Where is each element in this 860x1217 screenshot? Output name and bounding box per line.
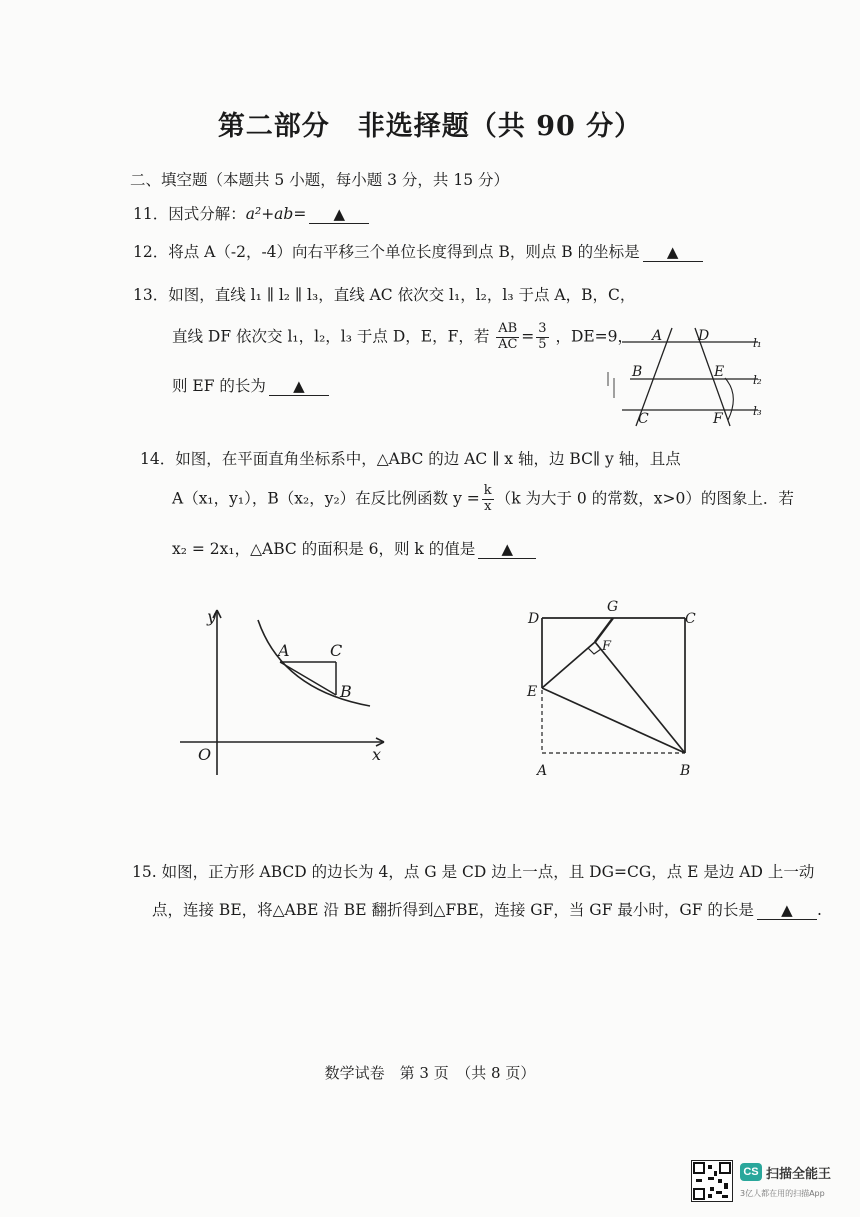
camscanner-logo-icon: CS	[740, 1163, 762, 1181]
label-A: A	[537, 763, 548, 779]
fraction-denominator: AC	[498, 336, 518, 352]
q11-answer-blank	[309, 205, 369, 224]
q13-fraction-ab-ac	[496, 322, 519, 353]
label-C: C	[685, 611, 696, 627]
right-angle-mark-icon	[588, 648, 601, 654]
watermark-tagline: 3亿人都在用的扫描App	[740, 1189, 825, 1198]
label-A: A	[278, 641, 290, 660]
label-F: F	[713, 411, 723, 427]
q13-answer-blank	[269, 377, 329, 396]
label-E: E	[527, 684, 538, 700]
fraction-denominator: x	[484, 498, 492, 514]
qr-code-icon	[691, 1160, 733, 1202]
label-C: C	[330, 641, 343, 660]
q13-line-1: 13．如图，直线 l₁ ∥ l₂ ∥ l₃，直线 AC 依次交 l₁，l₂，l₃ 于点 A，B，C，	[133, 286, 636, 304]
q13-line-2	[172, 322, 633, 353]
q12-answer-blank	[643, 243, 703, 262]
label-O: O	[198, 745, 212, 764]
q13-line-3-text: 则 EF 的长为	[172, 377, 266, 395]
fraction-numerator: k	[483, 483, 492, 498]
fraction-numerator: AB	[498, 321, 518, 336]
q13-line-2a: 直线 DF 依次交 l₁，l₂，l₃ 于点 D，E，F，若	[172, 327, 490, 346]
fraction-numerator: 3	[538, 321, 547, 336]
answer-triangle-icon: ▲	[333, 205, 346, 223]
q12-text: 12．将点 A（-2，-4）向右平移三个单位长度得到点 B，则点 B 的坐标是	[133, 243, 640, 261]
q15-figure	[520, 598, 710, 780]
q15-end-period: .	[816, 901, 822, 919]
hand-mark-ticks	[608, 372, 614, 398]
fraction-denominator: 5	[538, 336, 547, 352]
q14-line-3	[172, 537, 536, 559]
segment-ab	[280, 662, 336, 695]
q15-answer-blank	[757, 901, 817, 920]
segment-ef	[542, 642, 595, 688]
watermark-app-name: 扫描全能王	[766, 1167, 832, 1182]
q13-line-3	[172, 374, 329, 396]
label-B: B	[680, 763, 691, 779]
label-B: B	[340, 682, 352, 701]
label-D: D	[698, 328, 710, 344]
label-y: y	[207, 607, 217, 626]
answer-triangle-icon: ▲	[501, 540, 513, 558]
label-F: F	[602, 639, 612, 654]
q15-line-2-text: 点，连接 BE，将△ABE 沿 BE 翻折得到△FBE，连接 GF，当 GF 最小时，GF 的长是	[152, 901, 754, 919]
page-footer: 数学试卷 第 3 页 （共 8 页）	[324, 1064, 536, 1082]
q14-line-1: 14．如图，在平面直角坐标系中，△ABC 的边 AC ∥ x 轴，边 BC∥ y 轴，且点	[140, 450, 681, 468]
q11-prefix: 11．因式分解：	[133, 205, 246, 223]
label-C: C	[638, 411, 649, 427]
answer-triangle-icon: ▲	[781, 901, 793, 919]
equals-sign: =	[521, 327, 535, 346]
q14-fraction-k-x	[482, 484, 494, 515]
q15-line-1: 15. 如图，正方形 ABCD 的边长为 4，点 G 是 CD 边上一点，且 DG=CG，点 E 是边 AD 上一动	[132, 863, 815, 881]
label-E: E	[714, 364, 725, 380]
label-x: x	[372, 745, 382, 764]
label-B: B	[632, 364, 643, 380]
q13-fraction-3-5	[536, 322, 548, 353]
q14-answer-blank	[478, 540, 536, 559]
answer-triangle-icon: ▲	[666, 243, 679, 261]
hyperbola-curve	[258, 620, 370, 706]
question-12	[133, 240, 703, 262]
label-l2: l₂	[753, 373, 762, 387]
question-11	[133, 202, 369, 224]
label-G: G	[607, 599, 619, 615]
section-title: 第二部分 非选择题（共 90 分）	[217, 111, 643, 142]
q15-line-2	[152, 898, 822, 920]
section-heading: 二、填空题（本题共 5 小题，每小题 3 分，共 15 分）	[130, 171, 510, 189]
segment-fb	[595, 642, 685, 753]
label-l3: l₃	[753, 404, 762, 418]
label-l1: l₁	[753, 336, 762, 350]
answer-triangle-icon: ▲	[293, 377, 305, 395]
segment-eb	[542, 688, 685, 753]
q14-figure	[172, 600, 402, 780]
q14-line-3-text: x₂ = 2x₁，△ABC 的面积是 6，则 k 的值是	[172, 540, 476, 558]
q11-expr: a²+ab=	[245, 205, 307, 223]
q13-figure	[600, 320, 770, 430]
label-D: D	[528, 611, 540, 627]
label-A: A	[652, 328, 663, 344]
q14-line-2	[172, 484, 794, 515]
q14-line-2b: （k 为大于 0 的常数，x>0）的图象上．若	[495, 489, 794, 508]
q14-line-2a: A（x₁，y₁），B（x₂，y₂）在反比例函数 y =	[172, 489, 480, 508]
q13-line-2b: ，DE=9，	[555, 327, 634, 346]
